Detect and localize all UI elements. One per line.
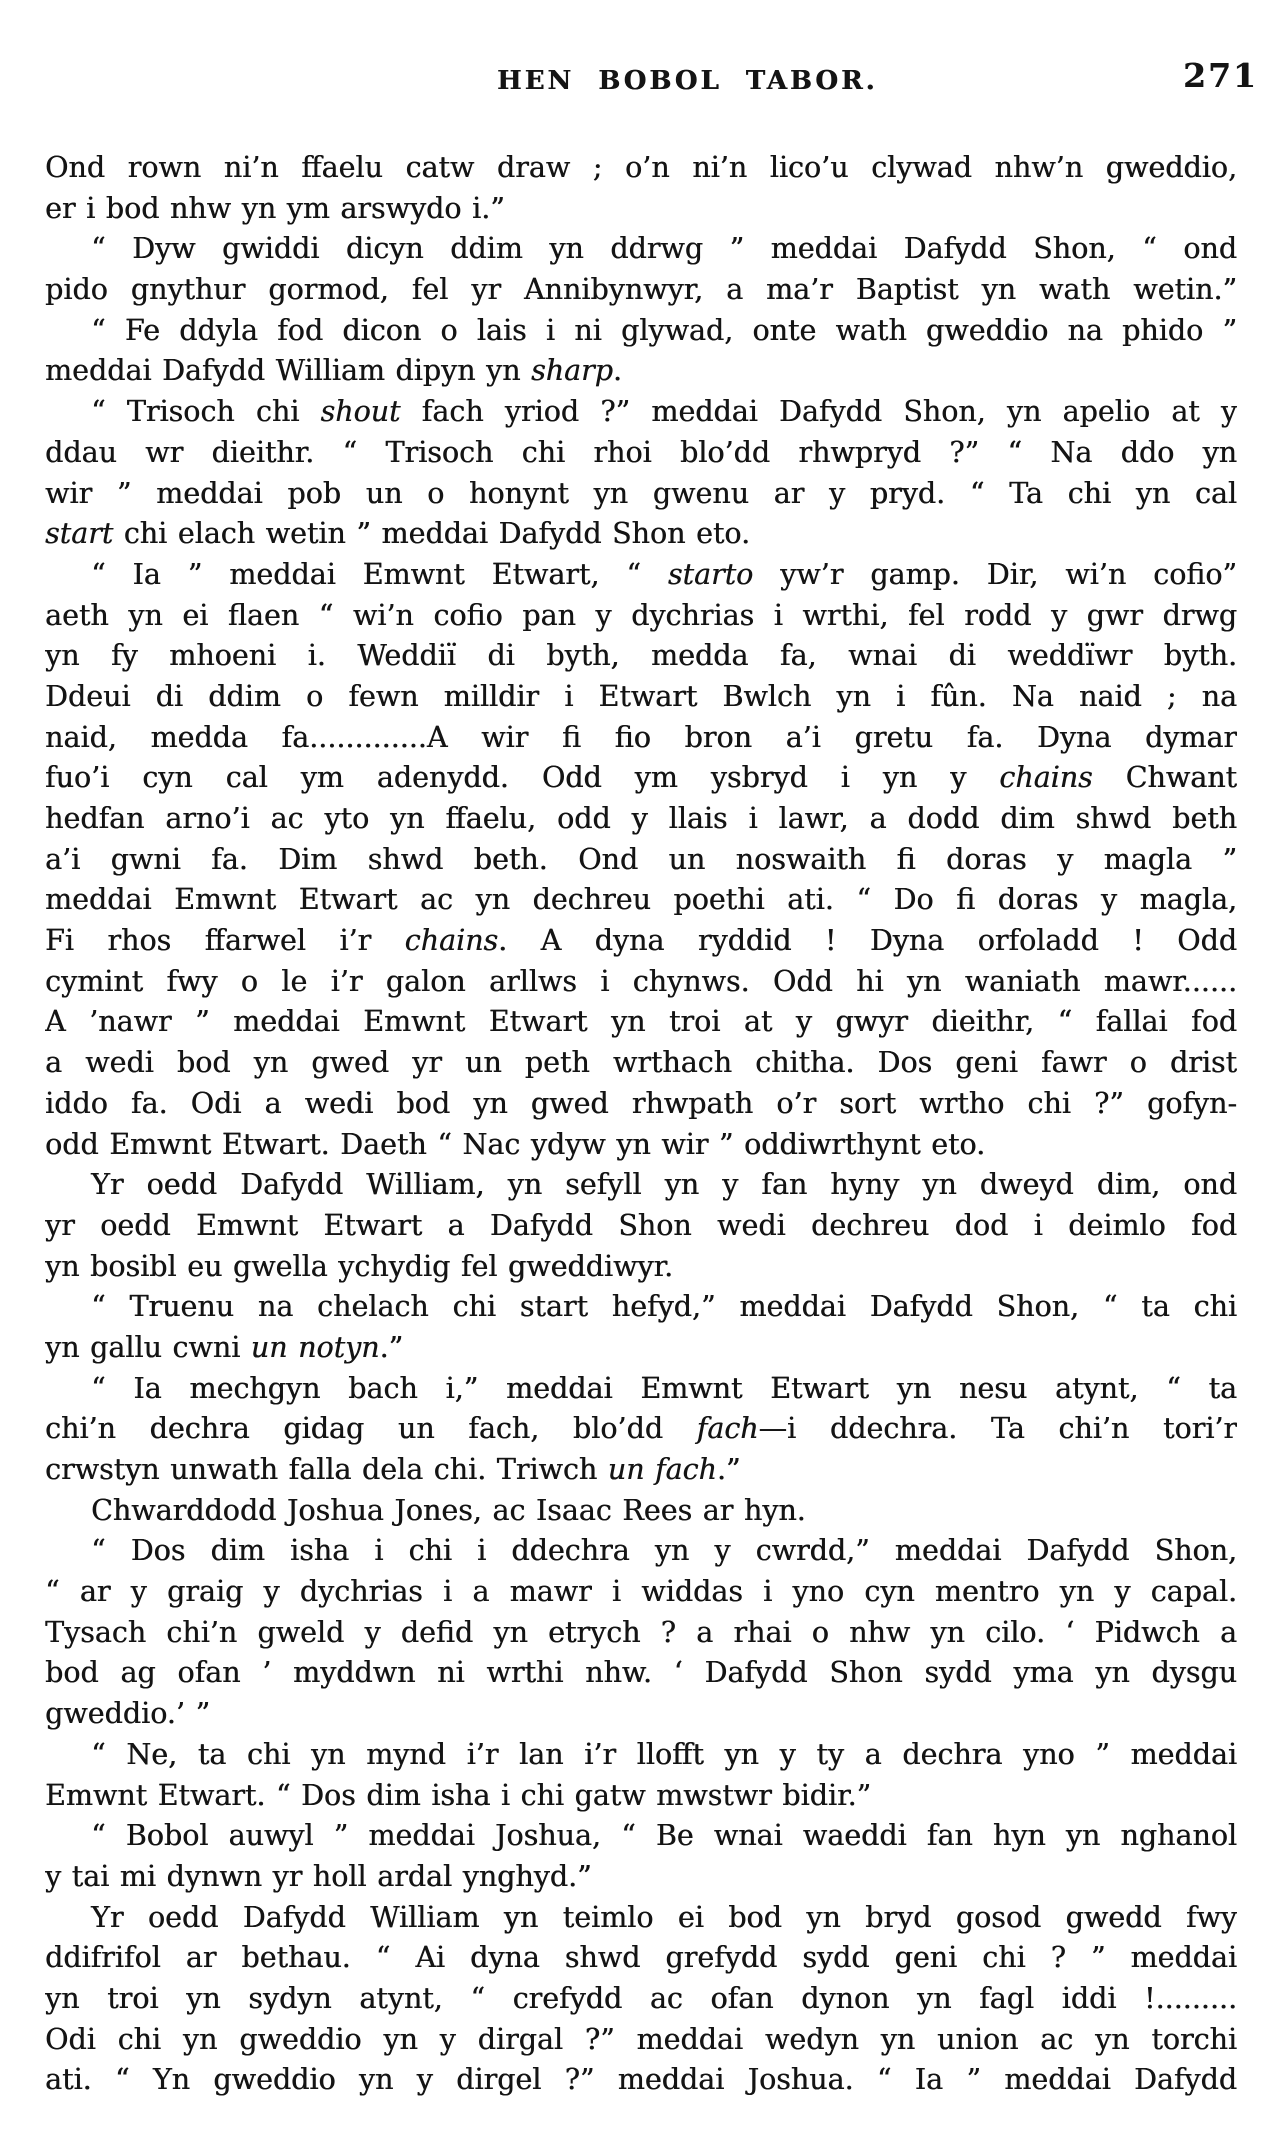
text-segment: bod ag ofan ’ myddwn ni wrthi nhw. ‘ Dafydd Shon sydd yma yn dysgu [45, 1656, 1237, 1690]
text-line [45, 799, 1237, 840]
text-segment: “ Ia mechgyn bach i,” meddai Emwnt Etwart yn nesu atynt, “ ta [91, 1371, 1237, 1405]
page-number: 271 [1183, 56, 1258, 95]
text-segment: chi elach wetin ” meddai Dafydd Shon eto. [113, 517, 750, 551]
text-line [45, 555, 1237, 596]
text-segment: gweddio.’ ” [45, 1697, 211, 1731]
text-line [45, 229, 1237, 270]
text-segment: Ddeui di ddim o fewn milldir i Etwart Bwlch yn i fûn. Na naid ; na [45, 679, 1237, 713]
text-segment: Chwarddodd Joshua Jones, ac Isaac Rees ar hyn. [91, 1493, 806, 1527]
text-segment: . A dyna ryddid ! Dyna orfoladd ! Odd [498, 924, 1237, 958]
text-line [45, 1043, 1237, 1084]
text-line [45, 921, 1237, 962]
italic-text-segment: fach [696, 1412, 759, 1446]
text-line [45, 880, 1237, 921]
text-line [45, 474, 1237, 515]
text-segment: Fi rhos ffarwel i’r [45, 924, 405, 958]
text-segment: ddifrifol ar bethau. “ Ai dyna shwd grefydd sydd geni chi ? ” meddai [45, 1941, 1237, 1975]
text-segment: naid, medda fa.............A wir fi fio bron a’i gretu fa. Dyna dymar [45, 720, 1237, 754]
text-segment: Yr oedd Dafydd William yn teimlo ei bod yn bryd gosod gwedd fwy [91, 1900, 1237, 1934]
running-title: HEN BOBOL TABOR. [497, 66, 878, 96]
text-line [45, 1491, 1237, 1532]
text-segment: “ Truenu na chelach chi start hefyd,” meddai Dafydd Shon, “ ta chi [91, 1290, 1237, 1324]
text-segment: wir ” meddai pob un o honynt yn gwenu ar y pryd. “ Ta chi yn cal [45, 476, 1237, 510]
text-line [45, 1450, 1237, 1491]
italic-text-segment: sharp [531, 354, 613, 388]
text-line [45, 1247, 1237, 1288]
text-segment: Chwant [1092, 761, 1237, 795]
text-segment: . [612, 354, 622, 388]
text-segment: y tai mi dynwn yr holl ardal ynghyd.” [45, 1859, 592, 1893]
text-segment: pido gnythur gormod, fel yr Annibynwyr, a ma’r Baptist yn wath wetin.” [45, 273, 1237, 307]
text-line [45, 433, 1237, 474]
text-line [45, 1328, 1237, 1369]
text-segment: iddo fa. Odi a wedi bod yn gwed rhwpath o’r sort wrtho chi ?” gofyn- [45, 1086, 1237, 1120]
text-line [45, 148, 1237, 189]
text-segment: yr oedd Emwnt Etwart a Dafydd Shon wedi dechreu dod i deimlo fod [45, 1208, 1237, 1242]
text-segment: Tysach chi’n gweld y defid yn etrych ? a rhai o nhw yn cilo. ‘ Pidwch a [45, 1615, 1237, 1649]
text-segment: odd Emwnt Etwart. Daeth “ Nac ydyw yn wir ” oddiwrthynt eto. [45, 1127, 986, 1161]
text-segment: “ Ia ” meddai Emwnt Etwart, “ [91, 557, 668, 591]
text-line [45, 2020, 1237, 2061]
text-line [45, 1084, 1237, 1125]
text-line [45, 636, 1237, 677]
page-body [45, 148, 1237, 2101]
text-segment: yn bosibl eu gwella ychydig fel gweddiwyr. [45, 1249, 674, 1283]
text-line [45, 1572, 1237, 1613]
text-line [45, 1694, 1237, 1735]
text-segment: A ’nawr ” meddai Emwnt Etwart yn troi at y gwyr dieithr, “ fallai fod [45, 1005, 1237, 1039]
italic-text-segment: chains [404, 924, 499, 958]
text-line [45, 514, 1237, 555]
text-segment: Yr oedd Dafydd William, yn sefyll yn y fan hyny yn dweyd dim, ond [91, 1168, 1237, 1202]
text-line [45, 1125, 1237, 1166]
text-segment: Emwnt Etwart. “ Dos dim isha i chi gatw mwstwr bidir.” [45, 1778, 872, 1812]
italic-text-segment: start [45, 517, 114, 551]
text-segment: Odi chi yn gweddio yn y dirgal ?” meddai wedyn yn union ac yn torchi [45, 2022, 1237, 2056]
text-line [45, 1369, 1237, 1410]
text-segment: a’i gwni fa. Dim shwd beth. Ond un noswaith fi doras y magla ” [45, 842, 1237, 876]
text-segment: “ Dos dim isha i chi i ddechra yn y cwrdd,” meddai Dafydd Shon, [91, 1534, 1237, 1568]
text-segment: “ Ne, ta chi yn mynd i’r lan i’r llofft yn y ty a dechra yno ” meddai [91, 1737, 1237, 1771]
text-line [45, 1287, 1237, 1328]
text-segment: “ ar y graig y dychrias i a mawr i widdas i yno cyn mentro yn y capal. [45, 1575, 1237, 1609]
text-segment: —i ddechra. Ta chi’n tori’r [758, 1412, 1237, 1446]
text-line [45, 1002, 1237, 1043]
text-line [45, 962, 1237, 1003]
text-line [45, 1816, 1237, 1857]
text-segment: cymint fwy o le i’r galon arllws i chynws. Odd hi yn waniath mawr...... [45, 964, 1237, 998]
text-segment: Ond rown ni’n ffaelu catw draw ; o’n ni’n lico’u clywad nhw’n gweddio, [45, 151, 1237, 184]
text-segment: “ Bobol auwyl ” meddai Joshua, “ Be wnai waeddi fan hyn yn nghanol [91, 1819, 1237, 1853]
italic-text-segment: starto [667, 557, 754, 591]
text-line [45, 1857, 1237, 1898]
text-line [45, 1613, 1237, 1654]
text-line [45, 2060, 1237, 2101]
text-segment: meddai Dafydd William dipyn yn [45, 354, 532, 388]
text-line [45, 1776, 1237, 1817]
text-line [45, 758, 1237, 799]
text-line [45, 189, 1237, 230]
text-line [45, 392, 1237, 433]
text-line [45, 351, 1237, 392]
italic-text-segment: un notyn [250, 1330, 380, 1364]
text-segment: “ Dyw gwiddi dicyn ddim yn ddrwg ” meddai Dafydd Shon, “ ond [91, 232, 1237, 266]
text-line [45, 1206, 1237, 1247]
text-segment: hedfan arno’i ac yto yn ffaelu, odd y llais i lawr, a dodd dim shwd beth [45, 802, 1237, 835]
text-segment: yn fy mhoeni i. Weddiï di byth, medda fa, wnai di weddïwr byth. [45, 639, 1237, 673]
text-segment: ddau wr dieithr. “ Trisoch chi rhoi blo’dd rhwpryd ?” “ Na ddo yn [45, 435, 1237, 469]
text-segment: crwstyn unwath falla dela chi. Triwch [45, 1453, 608, 1486]
text-segment: “ Trisoch chi [91, 395, 321, 429]
text-segment: fuo’i cyn cal ym adenydd. Odd ym ysbryd i yn y [45, 761, 1000, 795]
text-segment: ati. “ Yn gweddio yn y dirgel ?” meddai Joshua. “ Ia ” meddai Dafydd [45, 2063, 1237, 2097]
text-line [45, 1735, 1237, 1776]
text-segment: yn troi yn sydyn atynt, “ crefydd ac ofan dynon yn fagl iddi !......... [45, 1981, 1237, 2015]
text-line [45, 677, 1237, 718]
text-segment: .” [716, 1453, 741, 1486]
text-segment: a wedi bod yn gwed yr un peth wrthach chitha. Dos geni fawr o drist [45, 1046, 1237, 1080]
text-segment: fach yriod ?” meddai Dafydd Shon, yn apelio at y [400, 395, 1237, 429]
text-segment: yw’r gamp. Dir, wi’n cofio” [753, 557, 1237, 591]
text-line [45, 1165, 1237, 1206]
text-line [45, 1979, 1237, 2020]
text-segment: chi’n dechra gidag un fach, blo’dd [45, 1412, 697, 1446]
text-line [45, 1409, 1237, 1450]
text-line [45, 840, 1237, 881]
text-segment: yn gallu cwni [45, 1330, 251, 1364]
text-line [45, 718, 1237, 759]
text-segment: er i bod nhw yn ym arswydo i.” [45, 191, 505, 225]
text-segment: “ Fe ddyla fod dicon o lais i ni glywad, onte wath gweddio na phido ” [91, 313, 1237, 347]
text-line [45, 1653, 1237, 1694]
text-segment: .” [379, 1330, 404, 1364]
italic-text-segment: shout [320, 395, 401, 429]
italic-text-segment: un fach [607, 1453, 717, 1486]
text-line [45, 311, 1237, 352]
text-line [45, 1531, 1237, 1572]
text-line [45, 1898, 1237, 1939]
text-segment: meddai Emwnt Etwart ac yn dechreu poethi ati. “ Do fi doras y magla, [45, 883, 1237, 917]
text-segment: aeth yn ei flaen “ wi’n cofio pan y dychrias i wrthi, fel rodd y gwr drwg [45, 598, 1237, 632]
text-line [45, 1938, 1237, 1979]
text-line [45, 596, 1237, 637]
italic-text-segment: chains [999, 761, 1093, 795]
text-line [45, 270, 1237, 311]
